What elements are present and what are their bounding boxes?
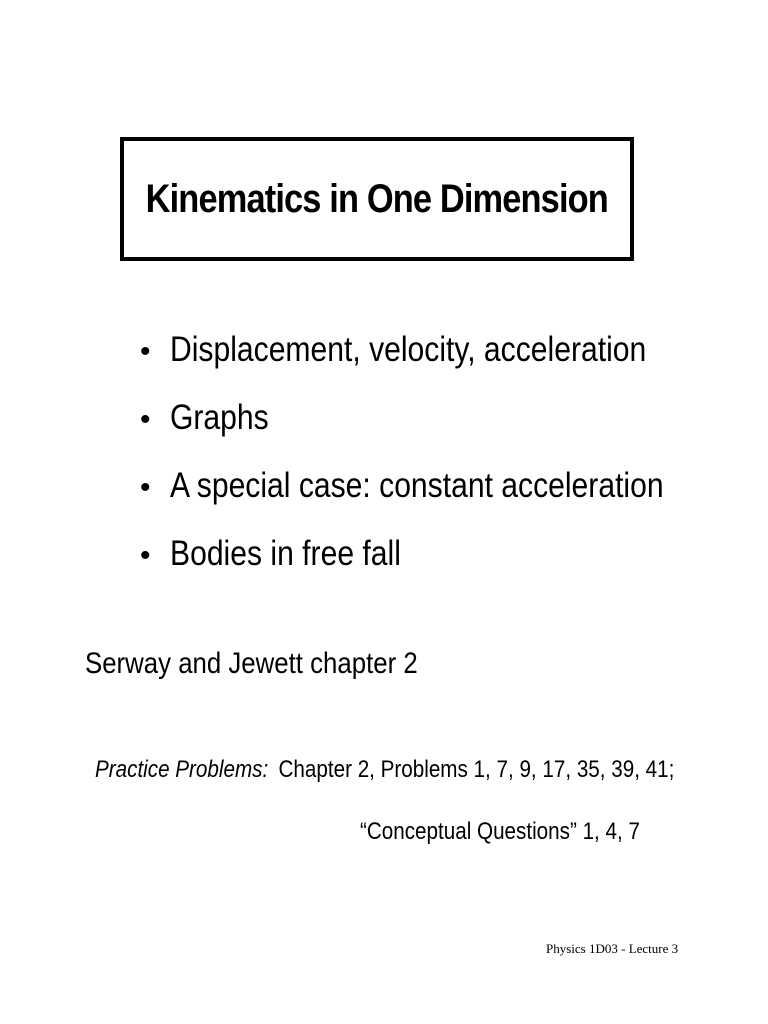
topic-list bbox=[140, 330, 744, 602]
conceptual-questions: “Conceptual Questions” 1, 4, 7 bbox=[360, 818, 640, 845]
list-item bbox=[140, 330, 744, 398]
page-title: Kinematics in One Dimension bbox=[145, 176, 609, 221]
slide-footer: Physics 1D03 - Lecture 3 bbox=[546, 941, 679, 956]
practice-problems-label: Practice Problems: bbox=[95, 756, 269, 783]
practice-problems-line bbox=[95, 756, 674, 784]
bullet-icon: • bbox=[140, 335, 151, 368]
title-box bbox=[120, 137, 634, 261]
textbook-reference: Serway and Jewett chapter 2 bbox=[85, 647, 418, 680]
bullet-icon: • bbox=[140, 471, 151, 504]
list-item bbox=[140, 398, 744, 466]
practice-problems-list: Chapter 2, Problems 1, 7, 9, 17, 35, 39, 41; bbox=[278, 756, 675, 783]
bullet-icon: • bbox=[140, 403, 151, 436]
list-item-text: Bodies in free fall bbox=[170, 534, 401, 573]
list-item-text: Graphs bbox=[170, 398, 269, 437]
list-item-text: A special case: constant acceleration bbox=[170, 466, 664, 505]
bullet-icon: • bbox=[140, 539, 151, 572]
list-item-text: Displacement, velocity, acceleration bbox=[170, 330, 647, 369]
list-item bbox=[140, 534, 744, 602]
list-item bbox=[140, 466, 744, 534]
